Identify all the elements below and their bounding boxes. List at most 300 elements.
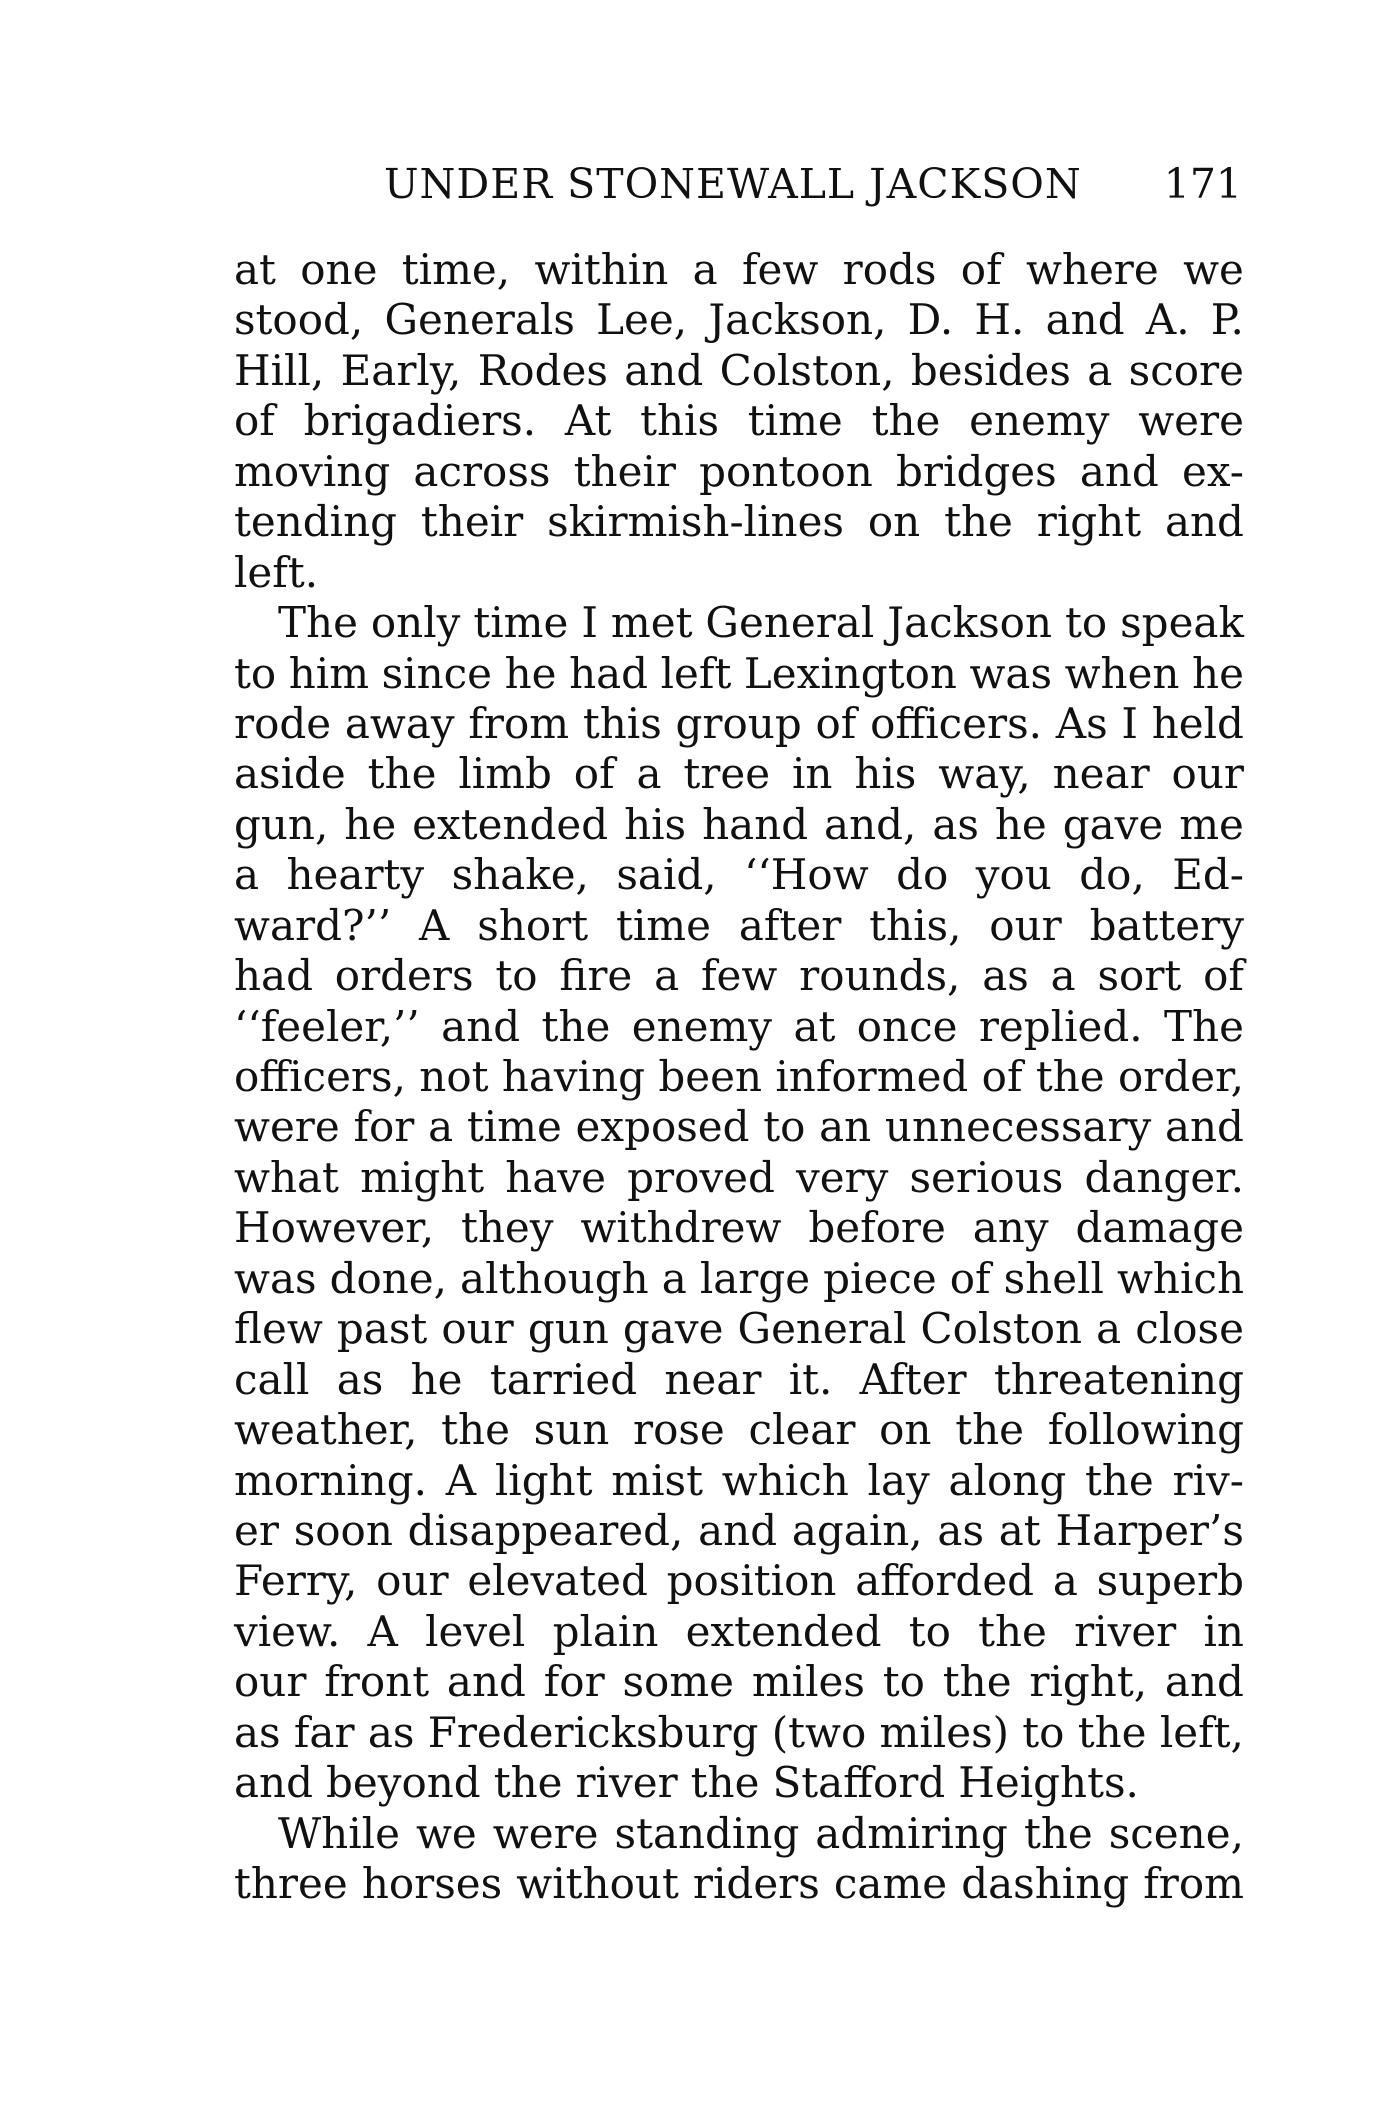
word: and [1164,1657,1244,1707]
word: shell [1003,1253,1104,1303]
word: of [981,1052,1023,1101]
word: Lexington [743,648,957,698]
word: and [441,1001,521,1051]
word: While [278,1808,400,1858]
text-line [234,1607,1244,1657]
word: only [370,598,461,648]
word: score [1128,345,1244,395]
word: his [624,799,687,849]
text-line [234,1052,1244,1102]
word: me [1179,799,1244,849]
word: the [942,1657,1012,1707]
word: we [415,1808,477,1858]
word: disappeared, [407,1505,684,1555]
word: very [795,1152,889,1202]
word: gun, [234,799,329,849]
word: before [808,1203,946,1253]
text-line [234,1405,1244,1455]
word: withdrew [580,1203,782,1253]
text-line [234,1506,1244,1556]
word: afforded [855,1556,1035,1606]
word: A [367,1606,398,1656]
word: right [1036,497,1142,547]
word: do [896,850,949,900]
word: aside [234,749,346,799]
word: of [234,396,275,446]
word: the [955,1405,1024,1455]
word: of [573,749,615,799]
word: morning. [234,1455,427,1505]
word: away [344,698,455,748]
word: weather, [234,1405,418,1455]
word: this [582,698,662,748]
word: was [234,1253,317,1303]
word: short [477,900,589,950]
word: group [675,698,802,748]
word: after [738,900,842,950]
word: for [353,1102,415,1152]
word: scene, [1108,1808,1244,1858]
word: from [468,698,570,748]
text-line [234,1153,1244,1203]
word: officers. [870,698,1042,748]
word: the [1084,1455,1154,1505]
word: beyond [325,1758,481,1808]
word: serious [909,1152,1064,1202]
word: again, [791,1505,923,1555]
word: might [360,1152,485,1202]
word: since [381,648,493,698]
word: rode [234,698,332,748]
word: standing [614,1808,800,1858]
word: time [473,598,569,648]
word: besides [910,345,1071,395]
word: were [1138,396,1244,446]
word: informed [775,1052,969,1101]
word: the [690,1758,760,1808]
word: when [1064,648,1180,698]
word: to [763,1102,806,1152]
word: light [494,1455,593,1505]
word: he [994,799,1047,849]
text-line [234,699,1244,749]
word: it. [788,1354,833,1404]
word: time [616,900,711,950]
word: was [969,648,1053,698]
word: the [367,749,437,799]
word: lay [867,1455,930,1505]
word: call [234,1354,310,1404]
word: miles [751,1657,865,1707]
word: enemy [631,1001,773,1051]
word: an [819,1102,872,1152]
word: Harper’s [1055,1505,1244,1555]
word: rounds, [799,951,961,1001]
text-line: left. [234,547,319,597]
word: one [300,245,378,294]
word: once [856,1001,958,1051]
word: The [278,598,358,648]
word: P. [1210,295,1244,345]
word: piece [823,1253,937,1303]
word: brigadiers. [303,396,537,446]
word: danger. [1084,1152,1244,1202]
text-line [234,1203,1244,1253]
text-line [234,1355,1244,1405]
word: as [367,1707,415,1757]
text-line [234,800,1244,850]
word: Fredericksburg [427,1707,759,1757]
word: fire [559,951,633,1001]
body-text [234,245,1244,1909]
word: left, [1159,1707,1244,1757]
word: the [541,1001,611,1051]
word: officers, [234,1052,406,1101]
word: said, [616,850,717,900]
word: in [791,749,833,799]
text-line [234,951,1244,1001]
word: to [908,1606,951,1656]
word: time [466,1102,562,1152]
word: near [664,1354,762,1404]
word: and [624,345,704,395]
word: to [495,951,538,1001]
word: a [234,850,260,900]
word: our [1171,749,1244,799]
word: our [441,1304,514,1354]
word: stood, [234,295,364,345]
word: gun [527,1304,609,1354]
word: speak [1120,598,1244,648]
word: across [413,446,551,496]
word: a [1052,1556,1078,1606]
word: do, [1079,850,1145,900]
word: close [1135,1304,1244,1354]
word: at [234,245,276,294]
word: At [564,396,612,446]
word: past [336,1304,428,1354]
word: unnecessary [884,1102,1152,1152]
word: enemy [969,396,1110,446]
word: Hill, [234,345,325,395]
word: Heights. [958,1758,1139,1808]
word: soon [293,1505,393,1555]
word: Early, [340,345,462,395]
word: held [1151,698,1244,748]
word: the [441,1405,510,1455]
word: moving [234,446,391,496]
text-line [234,901,1244,951]
word: time [747,396,843,446]
word: their [420,497,524,547]
word: and [1164,1102,1244,1152]
word: miles) [879,1707,1010,1757]
word: were [492,1808,599,1858]
word: him [288,648,370,698]
word: clear [748,1405,856,1455]
word: he [344,799,397,849]
word: the [871,396,941,446]
text-line [234,1102,1244,1152]
word: river [575,1758,678,1808]
text-line [234,649,1244,699]
word: Ed- [1172,850,1244,900]
word: a [636,749,662,799]
word: position [666,1556,837,1606]
word: he [1192,648,1244,698]
word: and, [824,799,917,849]
text-line [234,1758,1244,1808]
word: a [1096,1304,1122,1354]
word: their [573,446,676,496]
word: few [741,245,819,294]
text-line [234,447,1244,497]
word: admiring [815,1808,1008,1858]
word: dashing [961,1859,1130,1908]
word: order, [1118,1052,1244,1101]
word: having [501,1052,646,1101]
word: he [410,1354,463,1404]
word: and [1079,446,1159,496]
word: plain [552,1606,659,1656]
text-line [234,850,1244,900]
word: our [376,1556,449,1606]
word: Jackson [887,598,1053,648]
word: Ferry, [234,1556,358,1606]
word: er [234,1505,279,1555]
word: and [698,1505,778,1555]
word: ward?’’ [234,900,392,950]
word: sort [1097,951,1182,1001]
word: a [1050,951,1076,1001]
word: sun [533,1405,610,1455]
word: were [234,1102,340,1152]
word: Stafford [772,1758,946,1808]
text-line [234,396,1244,446]
word: from [1143,1859,1244,1908]
word: horses [361,1859,503,1908]
word: Generals [384,295,575,345]
word: Lee, [596,295,688,345]
word: and [446,1657,526,1707]
running-title: UNDER STONEWALL JACKSON [384,160,1082,208]
word: the [1035,1052,1105,1101]
word: The [1164,1001,1244,1051]
word: the [1077,1707,1147,1757]
word: you [975,850,1052,900]
word: replied. [978,1001,1143,1051]
word: any [972,1203,1049,1253]
word: the [1023,1808,1093,1858]
word: near [1052,749,1150,799]
word: the [978,1606,1047,1656]
text-line [234,1859,1244,1909]
word: as [932,799,979,849]
word: within [534,245,669,294]
word: General [737,1304,907,1354]
text-line [234,346,1244,396]
word: although [460,1253,649,1303]
word: a [661,1253,687,1303]
word: elevated [467,1556,648,1606]
word: view. [234,1606,341,1656]
word: bridges [896,446,1057,496]
word: had [569,648,649,698]
word: Colston, [719,345,895,395]
word: the [944,497,1013,547]
word: General [705,598,875,648]
word: he [504,648,557,698]
word: Jackson, [708,295,887,345]
word: ‘‘feeler,’’ [234,1001,420,1051]
word: hearty [286,850,425,900]
word: far [293,1707,355,1757]
word: at [998,1505,1041,1555]
word: which [1116,1253,1244,1303]
word: on [867,497,921,547]
word: his [854,749,917,799]
word: where [1025,245,1159,294]
word: right, [1029,1657,1148,1707]
word: few [700,951,778,1001]
word: However, [234,1203,435,1253]
word: had [234,951,313,1001]
word: front [324,1657,430,1707]
paragraph-first-line [234,598,1244,648]
text-line [234,1556,1244,1606]
word: As [1055,698,1108,748]
word: After [859,1354,967,1404]
word: D. [907,295,954,345]
word: rose [633,1405,725,1455]
word: to [882,1657,925,1707]
word: exposed [575,1102,750,1152]
text-line [234,497,1244,547]
word: for [543,1657,605,1707]
word: and [1164,497,1244,547]
text-line [234,1708,1244,1758]
word: way, [938,749,1031,799]
word: some [622,1657,735,1707]
word: and [1045,295,1125,345]
word: A. [1145,295,1190,345]
word: I [1121,698,1138,748]
word: a [692,245,718,294]
word: which [721,1455,849,1505]
word: extended [412,799,609,849]
word: along [948,1455,1067,1505]
word: left [660,648,732,698]
word: as [336,1354,384,1404]
word: this [640,396,720,446]
word: proved [627,1152,775,1202]
word: and [234,1758,313,1808]
word: tree [683,749,771,799]
word: what [234,1152,339,1202]
word: damage [1075,1203,1244,1253]
paragraph-first-line [234,1809,1244,1859]
word: hand [702,799,809,849]
word: Rodes [477,345,608,395]
word: riders [692,1859,820,1908]
word: ‘‘How [744,850,869,900]
word: shake, [451,850,589,900]
word: at [793,1001,836,1051]
word: I [581,598,598,648]
text-line [234,1657,1244,1707]
word: our [989,900,1062,950]
word: met [610,598,693,648]
word: came [833,1859,948,1908]
word: this, [869,900,962,950]
text-line [234,1002,1244,1052]
word: time, [401,245,511,294]
text-line [234,295,1244,345]
word: extended [685,1606,882,1656]
word: they [461,1203,554,1253]
word: tending [234,497,398,547]
word: rods [842,245,937,294]
word: been [658,1052,763,1101]
word: as [982,951,1029,1001]
word: done, [329,1253,448,1303]
word: to [234,648,277,698]
word: of [960,245,1002,294]
word: in [1203,1606,1244,1656]
word: riv- [1172,1455,1244,1505]
word: (two [771,1707,867,1757]
text-line [234,245,1244,295]
word: have [505,1152,606,1202]
word: orders [334,951,474,1001]
page-number: 171 [1163,160,1242,208]
word: level [425,1606,526,1656]
word: tarried [489,1354,638,1404]
word: to [1064,598,1108,648]
text-line [234,1254,1244,1304]
word: a [428,1102,454,1152]
word: battery [1089,900,1244,950]
word: on [879,1405,932,1455]
word: without [516,1859,679,1908]
word: superb [1096,1556,1244,1606]
word: our [234,1657,307,1707]
word: the [493,1758,563,1808]
word: Colston [920,1304,1083,1354]
word: flew [234,1304,323,1354]
text-line [234,749,1244,799]
word: of [1203,951,1244,1001]
word: H. [974,295,1025,345]
word: large [699,1253,811,1303]
word: of [815,698,857,748]
word: three [234,1859,348,1908]
text-line [234,1456,1244,1506]
word: mist [611,1455,703,1505]
word: gave [1062,799,1164,849]
word: a [1087,345,1113,395]
word: gave [622,1304,724,1354]
word: we [1183,245,1244,294]
word: ex- [1181,446,1244,496]
text-line [234,1304,1244,1354]
word: to [1022,1707,1065,1757]
running-head [236,154,1242,214]
word: threatening [993,1354,1244,1404]
word: following [1047,1405,1244,1455]
word: A [419,900,450,950]
word: limb [458,749,552,799]
